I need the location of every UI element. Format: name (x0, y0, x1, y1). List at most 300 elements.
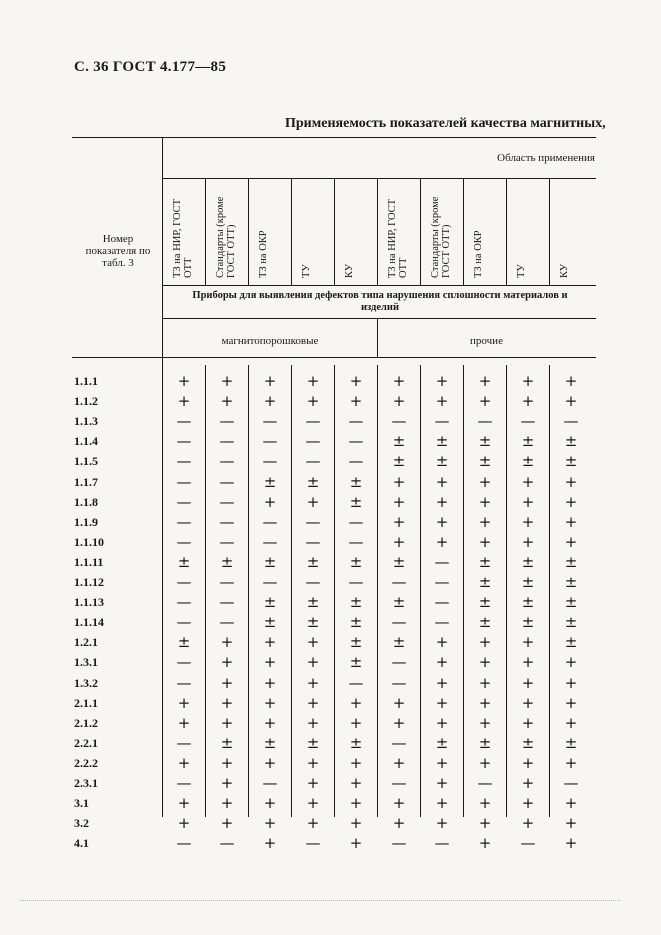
table-cell: ± (478, 733, 492, 752)
table-cell: + (306, 814, 320, 833)
body-column-divider (334, 365, 335, 817)
table-cell: — (305, 432, 321, 451)
table-cell: + (564, 653, 578, 672)
table-cell: ± (521, 613, 535, 632)
table-cell: + (349, 794, 363, 813)
table-cell: ± (306, 552, 320, 571)
table-cell: + (263, 834, 277, 853)
column-header: КУ (344, 263, 355, 278)
table-cell: — (434, 412, 450, 431)
table-cell: + (435, 693, 449, 712)
column-divider (205, 178, 206, 285)
table-cell: ± (564, 733, 578, 752)
table-cell: ± (435, 432, 449, 451)
table-cell: + (478, 512, 492, 531)
table-cell: ± (521, 452, 535, 471)
table-cell: — (176, 733, 192, 752)
table-cell: — (219, 512, 235, 531)
table-cell: + (220, 633, 234, 652)
table-cell: ± (392, 432, 406, 451)
table-cell: ± (478, 593, 492, 612)
table-cell: ± (349, 492, 363, 511)
table-cell: ± (263, 593, 277, 612)
header-bottom-rule (72, 357, 596, 358)
page-header: С. 36 ГОСТ 4.177—85 (74, 59, 227, 75)
table-cell: + (521, 673, 535, 692)
table-cell: + (220, 372, 234, 390)
table-cell: — (262, 512, 278, 531)
row-number: 4.1 (74, 836, 89, 851)
table-cell: — (391, 412, 407, 431)
subgroup-right: прочие (470, 335, 503, 347)
table-cell: ± (263, 733, 277, 752)
table-cell: — (176, 512, 192, 531)
table-cell: — (219, 834, 235, 853)
table-cell: ± (478, 613, 492, 632)
table-cell: ± (564, 452, 578, 471)
table-cell: ± (263, 552, 277, 571)
table-cell: + (220, 753, 234, 772)
table-cell: — (391, 613, 407, 632)
table-cell: + (306, 372, 320, 390)
table-cell: — (219, 593, 235, 612)
table-cell: — (348, 573, 364, 591)
table-cell: + (306, 713, 320, 732)
table-cell: ± (564, 432, 578, 451)
table-cell: + (177, 794, 191, 813)
table-cell: + (306, 794, 320, 813)
table-cell: + (263, 814, 277, 833)
table-cell: — (305, 452, 321, 471)
table-cell: — (219, 492, 235, 511)
table-cell: ± (392, 552, 406, 571)
table-cell: + (521, 633, 535, 652)
table-cell: + (177, 392, 191, 411)
column-divider (377, 178, 378, 285)
table-cell: + (435, 392, 449, 411)
table-cell: + (521, 693, 535, 712)
table-cell: + (392, 753, 406, 772)
table-cell: + (220, 794, 234, 813)
table-cell: + (478, 814, 492, 833)
columns-rule (163, 285, 596, 286)
table-cell: + (392, 392, 406, 411)
table-cell: ± (435, 733, 449, 752)
table-cell: ± (177, 552, 191, 571)
table-cell: + (478, 372, 492, 390)
row-number: 2.2.2 (74, 755, 98, 770)
table-cell: + (263, 753, 277, 772)
table-cell: + (349, 713, 363, 732)
table-cell: — (348, 432, 364, 451)
column-header: КУ (559, 263, 570, 278)
table-cell: + (263, 653, 277, 672)
table-cell: + (435, 653, 449, 672)
table-cell: + (435, 633, 449, 652)
row-number: 1.1.4 (74, 434, 98, 449)
table-cell: + (392, 794, 406, 813)
table-cell: — (176, 432, 192, 451)
table-cell: + (564, 693, 578, 712)
subgroup-left: магнитопорошковые (221, 335, 319, 347)
table-cell: — (176, 593, 192, 612)
table-cell: — (391, 834, 407, 853)
table-cell: — (477, 412, 493, 431)
table-cell: ± (392, 633, 406, 652)
table-cell: — (305, 834, 321, 853)
table-cell: + (521, 532, 535, 551)
table-cell: + (349, 774, 363, 792)
table-cell: + (306, 753, 320, 772)
table-cell: — (219, 532, 235, 551)
row-number: 2.1.1 (74, 695, 98, 710)
table-cell: + (435, 532, 449, 551)
table-cell: + (521, 814, 535, 833)
table-cell: — (520, 834, 536, 853)
table-cell: — (477, 774, 493, 792)
table-cell: + (306, 673, 320, 692)
column-header: Стандарты (кроме ГОСТ ОТТ) (215, 196, 237, 278)
table-cell: + (435, 472, 449, 491)
table-cell: ± (177, 633, 191, 652)
table-cell: — (176, 653, 192, 672)
column-divider (549, 178, 550, 285)
table-cell: — (434, 573, 450, 591)
table-cell: + (306, 693, 320, 712)
table-cell: + (349, 753, 363, 772)
table-cell: + (220, 774, 234, 792)
table-cell: + (521, 713, 535, 732)
table-cell: ± (564, 633, 578, 652)
table-cell: ± (478, 452, 492, 471)
table-cell: + (564, 512, 578, 531)
table-cell: + (521, 653, 535, 672)
row-number: 1.1.2 (74, 394, 98, 409)
table-cell: + (521, 753, 535, 772)
row-label-divider (162, 137, 163, 817)
table-cell: — (391, 774, 407, 792)
body-column-divider (377, 365, 378, 817)
table-cell: + (392, 693, 406, 712)
table-cell: + (435, 372, 449, 390)
row-number: 1.1.14 (74, 615, 104, 630)
table-cell: + (263, 693, 277, 712)
table-cell: — (305, 573, 321, 591)
table-cell: + (263, 492, 277, 511)
table-cell: + (478, 472, 492, 491)
table-cell: + (220, 392, 234, 411)
column-header: ТУ (516, 264, 527, 278)
table-cell: — (262, 412, 278, 431)
table-cell: + (435, 814, 449, 833)
table-cell: + (564, 492, 578, 511)
table-cell: + (435, 673, 449, 692)
table-cell: + (177, 814, 191, 833)
body-column-divider (248, 365, 249, 817)
table-cell: — (176, 492, 192, 511)
table-cell: ± (220, 552, 234, 571)
table-cell: — (305, 412, 321, 431)
table-cell: — (176, 472, 192, 491)
table-cell: + (564, 713, 578, 732)
table-cell: ± (349, 472, 363, 491)
table-cell: — (434, 834, 450, 853)
table-cell: + (521, 774, 535, 792)
table-cell: — (391, 733, 407, 752)
table-cell: + (521, 794, 535, 813)
table-cell: — (176, 774, 192, 792)
table-cell: ± (306, 613, 320, 632)
table-cell: — (262, 774, 278, 792)
table-cell: ± (435, 452, 449, 471)
table-title: Применяемость показателей качества магнитных, (285, 116, 606, 131)
table-cell: ± (478, 552, 492, 571)
table-cell: + (564, 794, 578, 813)
table-cell: + (220, 693, 234, 712)
row-number: 1.1.7 (74, 474, 98, 489)
table-cell: ± (306, 733, 320, 752)
body-column-divider (205, 365, 206, 817)
table-cell: + (306, 492, 320, 511)
table-cell: + (349, 392, 363, 411)
row-number: 3.2 (74, 816, 89, 831)
table-cell: — (176, 673, 192, 692)
column-divider (420, 178, 421, 285)
table-cell: + (478, 392, 492, 411)
table-cell: + (435, 794, 449, 813)
table-cell: ± (478, 432, 492, 451)
table-cell: + (564, 372, 578, 390)
row-number: 1.1.13 (74, 595, 104, 610)
row-number: 1.3.2 (74, 675, 98, 690)
table-cell: — (262, 532, 278, 551)
table-cell: — (219, 452, 235, 471)
column-divider (463, 178, 464, 285)
row-number: 1.1.11 (74, 554, 104, 569)
table-cell: ± (564, 552, 578, 571)
table-cell: + (306, 392, 320, 411)
table-cell: + (177, 753, 191, 772)
table-cell: + (478, 693, 492, 712)
footer-divider (20, 900, 620, 902)
table-cell: + (521, 372, 535, 390)
row-number: 1.2.1 (74, 635, 98, 650)
table-cell: — (348, 412, 364, 431)
table-cell: ± (564, 573, 578, 591)
table-cell: + (392, 492, 406, 511)
table-cell: — (305, 512, 321, 531)
table-cell: — (176, 452, 192, 471)
table-cell: — (563, 774, 579, 792)
table-cell: + (306, 633, 320, 652)
group-rule (163, 318, 596, 319)
table-cell: — (348, 512, 364, 531)
table-cell: — (262, 573, 278, 591)
table-cell: ± (521, 593, 535, 612)
row-number-header: Номер показателя по табл. 3 (85, 233, 151, 269)
table-cell: — (434, 613, 450, 632)
column-divider (291, 178, 292, 285)
table-cell: + (177, 372, 191, 390)
table-cell: + (392, 532, 406, 551)
row-number: 2.2.1 (74, 735, 98, 750)
table-cell: ± (564, 593, 578, 612)
table-cell: + (306, 653, 320, 672)
table-cell: ± (521, 552, 535, 571)
table-cell: + (263, 372, 277, 390)
column-header: ТЗ на ОКР (473, 230, 484, 278)
column-header: ТУ (301, 264, 312, 278)
table-cell: + (435, 492, 449, 511)
table-cell: ± (521, 432, 535, 451)
row-number: 1.1.9 (74, 514, 98, 529)
column-header: Стандарты (кроме ГОСТ ОТТ) (430, 196, 452, 278)
table-cell: ± (521, 573, 535, 591)
table-cell: + (220, 673, 234, 692)
table-cell: + (220, 814, 234, 833)
table-cell: ± (349, 552, 363, 571)
column-divider (334, 178, 335, 285)
table-cell: + (263, 794, 277, 813)
area-rule (163, 178, 596, 179)
table-cell: — (305, 532, 321, 551)
column-header: ТЗ на НИР, ГОСТ ОТТ (172, 198, 194, 278)
table-cell: + (478, 834, 492, 853)
table-cell: + (435, 753, 449, 772)
table-cell: ± (392, 452, 406, 471)
body-column-divider (549, 365, 550, 817)
row-number: 2.1.2 (74, 715, 98, 730)
table-cell: + (521, 392, 535, 411)
table-cell: + (435, 713, 449, 732)
table-cell: + (392, 472, 406, 491)
table-cell: — (176, 573, 192, 591)
table-cell: + (478, 713, 492, 732)
column-header: ТЗ на ОКР (258, 230, 269, 278)
table-cell: + (521, 472, 535, 491)
column-divider (248, 178, 249, 285)
body-column-divider (463, 365, 464, 817)
table-cell: + (392, 512, 406, 531)
row-number: 1.1.3 (74, 414, 98, 429)
table-cell: + (349, 693, 363, 712)
table-cell: — (348, 452, 364, 471)
row-number: 2.3.1 (74, 776, 98, 790)
table-cell: ± (306, 593, 320, 612)
table-cell: + (263, 673, 277, 692)
table-cell: + (263, 392, 277, 411)
table-cell: ± (306, 472, 320, 491)
table-cell: + (263, 713, 277, 732)
table-cell: + (349, 834, 363, 853)
table-cell: — (348, 532, 364, 551)
body-column-divider (291, 365, 292, 817)
row-number: 3.1 (74, 796, 89, 811)
table-cell: + (392, 372, 406, 390)
table-cell: — (434, 552, 450, 571)
table-cell: — (219, 412, 235, 431)
table-cell: — (176, 532, 192, 551)
table-cell: ± (349, 733, 363, 752)
table-cell: — (348, 673, 364, 692)
table-cell: + (177, 713, 191, 732)
table-cell: + (478, 653, 492, 672)
table-cell: — (219, 432, 235, 451)
row-number: 1.1.10 (74, 534, 104, 549)
group-header: Приборы для выявления дефектов типа нарушения сплошности материалов и изделий (192, 290, 568, 313)
table-cell: — (219, 573, 235, 591)
table-cell: + (478, 753, 492, 772)
table-cell: + (220, 653, 234, 672)
table-cell: ± (521, 733, 535, 752)
row-number: 1.1.5 (74, 454, 98, 469)
table-cell: + (564, 472, 578, 491)
table-cell: — (262, 432, 278, 451)
table-cell: + (392, 713, 406, 732)
table-cell: + (478, 532, 492, 551)
table-cell: ± (263, 613, 277, 632)
table-cell: + (177, 693, 191, 712)
table-cell: + (478, 633, 492, 652)
table-cell: ± (349, 633, 363, 652)
table-cell: — (391, 673, 407, 692)
area-header: Область применения (497, 152, 595, 164)
table-cell: ± (392, 593, 406, 612)
table-cell: + (478, 794, 492, 813)
body-column-divider (506, 365, 507, 817)
column-header: ТЗ на НИР, ГОСТ ОТТ (387, 198, 409, 278)
table-cell: + (564, 753, 578, 772)
table-top-rule (72, 137, 596, 138)
table-cell: — (262, 452, 278, 471)
table-cell: + (564, 814, 578, 833)
table-cell: — (520, 412, 536, 431)
table-cell: + (564, 392, 578, 411)
table-cell: + (306, 774, 320, 792)
table-cell: + (392, 814, 406, 833)
table-cell: — (563, 412, 579, 431)
table-cell: ± (564, 613, 578, 632)
table-cell: + (435, 512, 449, 531)
row-number: 1.1.1 (74, 374, 98, 388)
table-cell: + (564, 834, 578, 853)
table-cell: + (263, 633, 277, 652)
table-cell: + (564, 532, 578, 551)
table-cell: — (176, 412, 192, 431)
table-cell: + (478, 492, 492, 511)
column-divider (506, 178, 507, 285)
table-cell: + (435, 774, 449, 792)
row-number: 1.3.1 (74, 655, 98, 670)
table-cell: — (176, 834, 192, 853)
table-cell: + (478, 673, 492, 692)
row-number: 1.1.12 (74, 575, 104, 589)
table-cell: — (391, 573, 407, 591)
table-cell: + (564, 673, 578, 692)
table-cell: ± (349, 593, 363, 612)
table-cell: ± (478, 573, 492, 591)
table-cell: + (349, 814, 363, 833)
table-cell: ± (349, 653, 363, 672)
table-cell: — (219, 613, 235, 632)
table-cell: ± (263, 472, 277, 491)
table-cell: — (219, 472, 235, 491)
table-cell: — (391, 653, 407, 672)
table-cell: — (176, 613, 192, 632)
table-cell: + (220, 713, 234, 732)
table-cell: — (434, 593, 450, 612)
row-number: 1.1.8 (74, 494, 98, 509)
